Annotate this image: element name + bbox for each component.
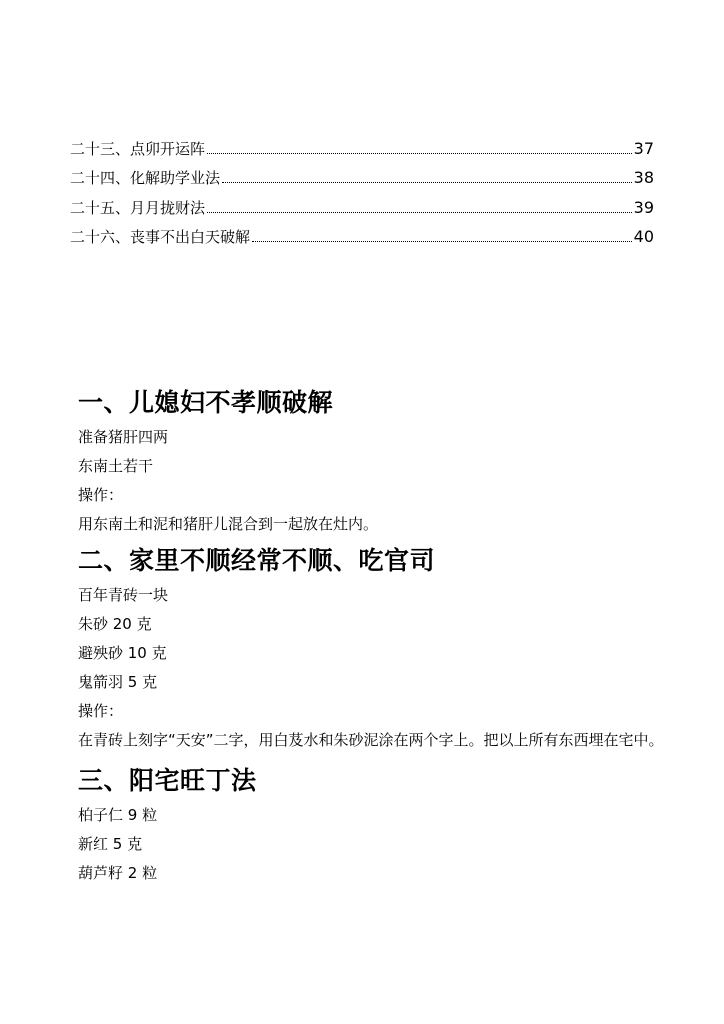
ingredient-line: 百年青砖一块 (78, 586, 169, 604)
section-heading: 一、儿媳妇不孝顺破解 (78, 388, 334, 417)
ingredient-line: 东南土若干 (78, 457, 154, 475)
section-2 (78, 541, 678, 755)
operation-text: 在青砖上刻字“天安”二字，用白芨水和朱砂泥涂在两个字上。把以上所有东西埋在宅中。 (78, 731, 664, 749)
operation-label: 操作： (78, 702, 124, 720)
toc-entry-page: 38 (633, 168, 654, 187)
toc-entry[interactable] (70, 218, 654, 248)
table-of-contents (70, 129, 654, 247)
operation-text: 用东南土和泥和猪肝儿混合到一起放在灶内。 (78, 515, 379, 533)
toc-dot-leader (207, 211, 632, 213)
toc-dot-leader (207, 152, 632, 154)
toc-entry-title: 二十五、月月拢财法 (70, 198, 206, 217)
toc-entry-title: 二十四、化解助学业法 (70, 169, 221, 187)
toc-entry[interactable] (70, 159, 654, 189)
section-1 (78, 383, 678, 539)
ingredient-line: 朱砂 20 克 (78, 615, 152, 633)
ingredient-line: 鬼箭羽 5 克 (78, 673, 158, 691)
section-heading: 二、家里不顺经常不顺、吃官司 (78, 546, 436, 575)
operation-label: 操作： (78, 486, 124, 504)
document-body (78, 383, 678, 888)
toc-dot-leader (222, 181, 632, 183)
toc-entry[interactable] (70, 129, 654, 159)
toc-entry-title: 二十六、丧事不出白天破解 (70, 228, 251, 246)
ingredient-line: 葫芦籽 2 粒 (78, 864, 158, 882)
toc-entry-page: 37 (633, 138, 654, 158)
section-3 (78, 761, 678, 888)
toc-entry-title: 二十三、点卯开运阵 (70, 139, 206, 158)
toc-entry[interactable] (70, 188, 654, 218)
toc-entry-page: 39 (633, 197, 654, 217)
toc-dot-leader (252, 240, 632, 242)
toc-entry-page: 40 (633, 227, 654, 246)
section-heading: 三、阳宅旺丁法 (78, 766, 257, 795)
ingredient-line: 柏子仁 9 粒 (78, 806, 158, 824)
ingredient-line: 新红 5 克 (78, 835, 143, 853)
ingredient-line: 准备猪肝四两 (78, 428, 169, 446)
ingredient-line: 避殃砂 10 克 (78, 644, 167, 662)
